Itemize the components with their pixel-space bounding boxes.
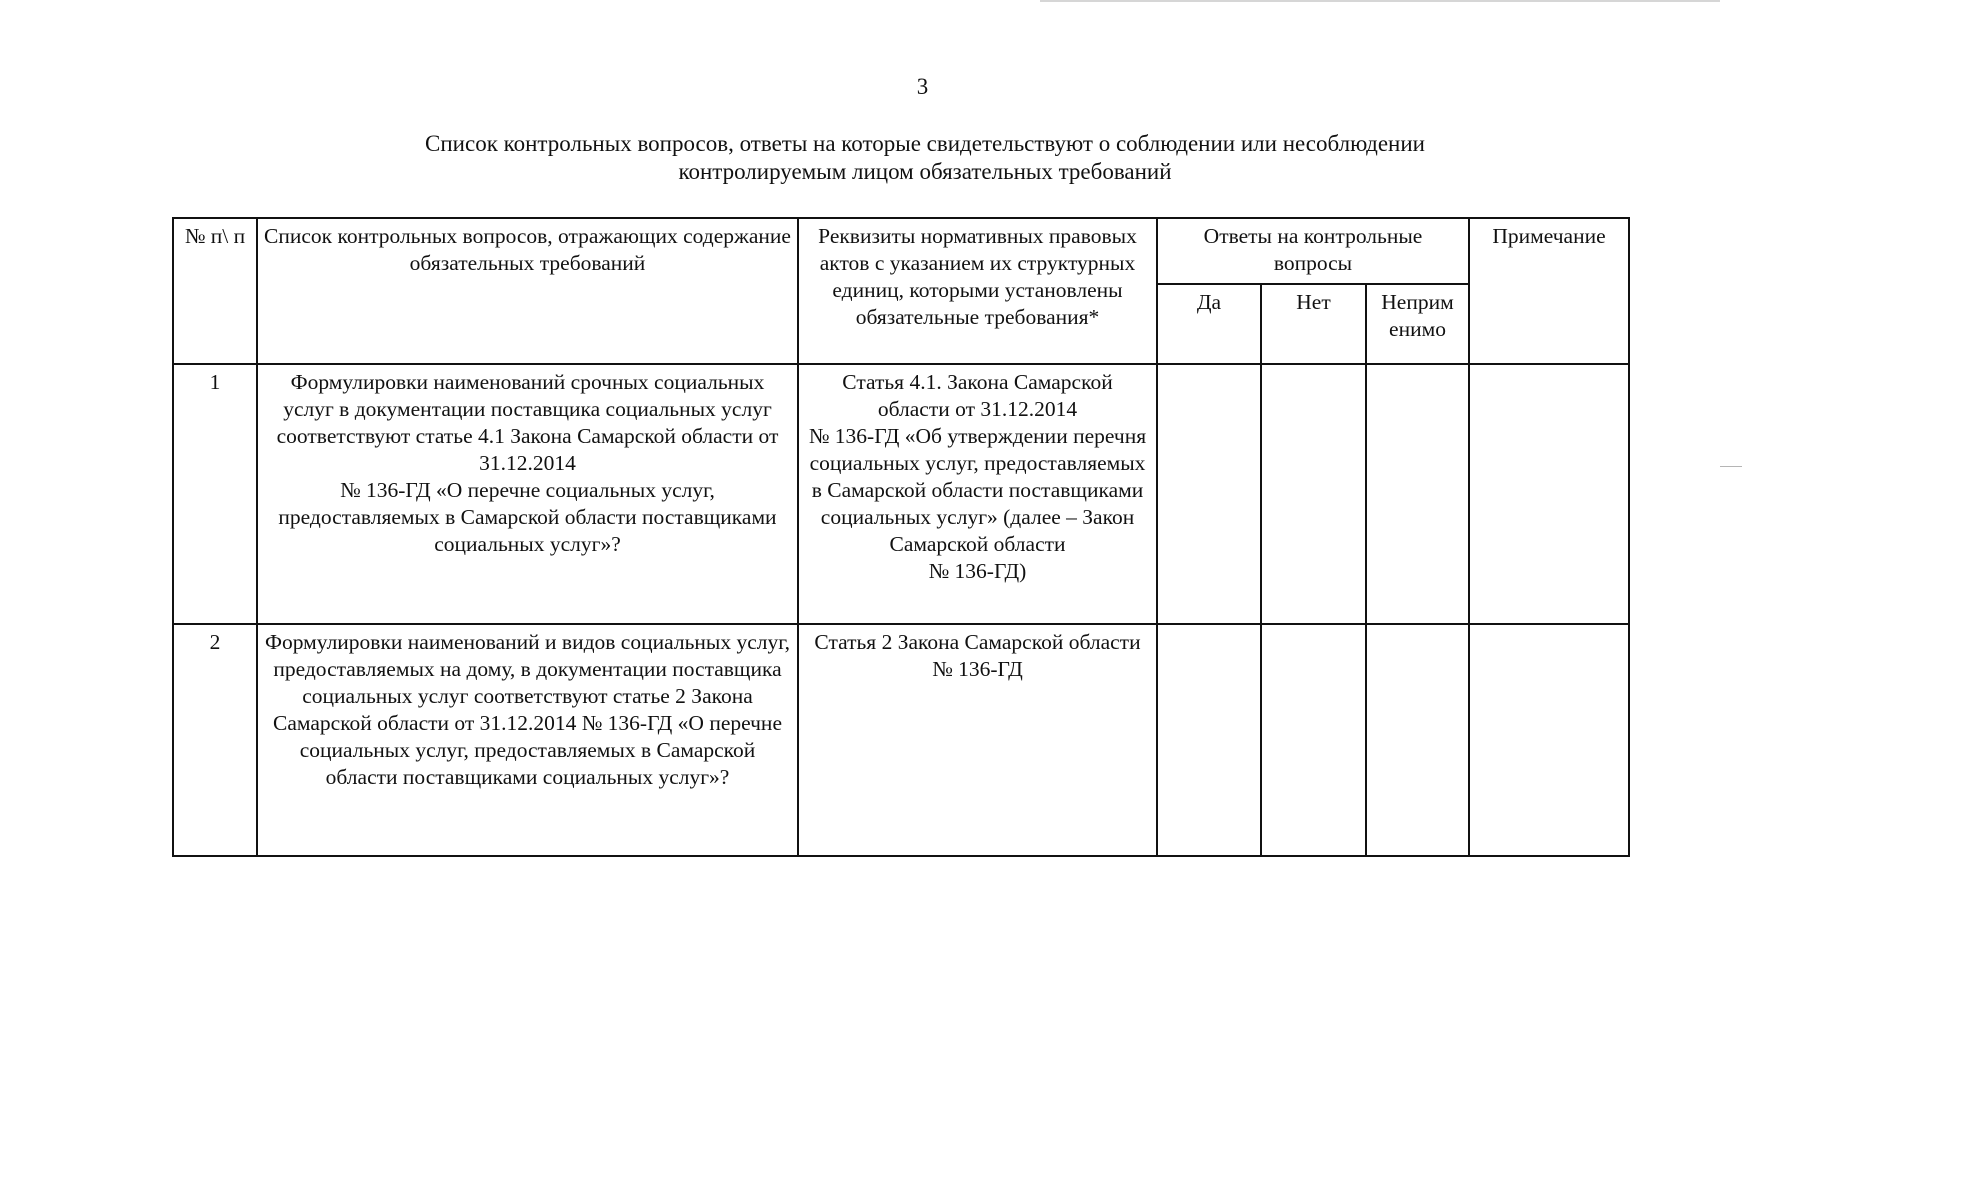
- row-requisite: Статья 2 Закона Самарской области № 136-ГД: [798, 624, 1157, 856]
- row-question: Формулировки наименований срочных социальных услуг в документации поставщика социальных услуг соответствуют статье 4.1 Закона Самарской области от 31.12.2014 № 136-ГД «О перечне социальных услуг, предоставляемых в Самарской области поставщиками социальных услуг»?: [257, 364, 798, 624]
- row-answer-no[interactable]: [1261, 364, 1366, 624]
- table-row: [173, 624, 1629, 856]
- row-number: 2: [173, 624, 257, 856]
- row-answer-not-applicable[interactable]: [1366, 364, 1469, 624]
- row-note[interactable]: [1469, 624, 1629, 856]
- row-answer-not-applicable[interactable]: [1366, 624, 1469, 856]
- row-question: Формулировки наименований и видов социальных услуг, предоставляемых на дому, в документации поставщика социальных услуг соответствуют статье 2 Закона Самарской области от 31.12.2014 № 136-ГД «О перечне социальных услуг, предоставляемых в Самарской области поставщиками социальных услуг»?: [257, 624, 798, 856]
- scan-mark: [1720, 466, 1742, 467]
- scan-edge-artifact: [1040, 0, 1720, 2]
- row-requisite: Статья 4.1. Закона Самарской области от 31.12.2014 № 136-ГД «Об утверждении перечня социальных услуг, предоставляемых в Самарской области поставщиками социальных услуг» (далее – Закон Самарской области № 136-ГД): [798, 364, 1157, 624]
- checklist-table: [172, 217, 1630, 857]
- header-yes: Да: [1157, 284, 1261, 364]
- row-answer-yes[interactable]: [1157, 364, 1261, 624]
- header-no: Нет: [1261, 284, 1366, 364]
- row-answer-yes[interactable]: [1157, 624, 1261, 856]
- table-row: [173, 364, 1629, 624]
- document-title-line-1: Список контрольных вопросов, ответы на которые свидетельствуют о соблюдении или несоблюдении: [425, 131, 1425, 156]
- header-not-applicable: Неприм енимо: [1366, 284, 1469, 364]
- document-title: [260, 130, 1590, 186]
- page-number: 3: [916, 74, 929, 99]
- header-row: [173, 218, 1629, 284]
- header-number: № п\ п: [173, 218, 257, 364]
- row-number: 1: [173, 364, 257, 624]
- document-title-line-2: контролируемым лицом обязательных требований: [678, 159, 1172, 184]
- row-note[interactable]: [1469, 364, 1629, 624]
- header-answers: Ответы на контрольные вопросы: [1157, 218, 1469, 284]
- header-questions: Список контрольных вопросов, отражающих содержание обязательных требований: [257, 218, 798, 364]
- header-note: Примечание: [1469, 218, 1629, 364]
- row-answer-no[interactable]: [1261, 624, 1366, 856]
- header-requisites: Реквизиты нормативных правовых актов с указанием их структурных единиц, которыми установлены обязательные требования*: [798, 218, 1157, 364]
